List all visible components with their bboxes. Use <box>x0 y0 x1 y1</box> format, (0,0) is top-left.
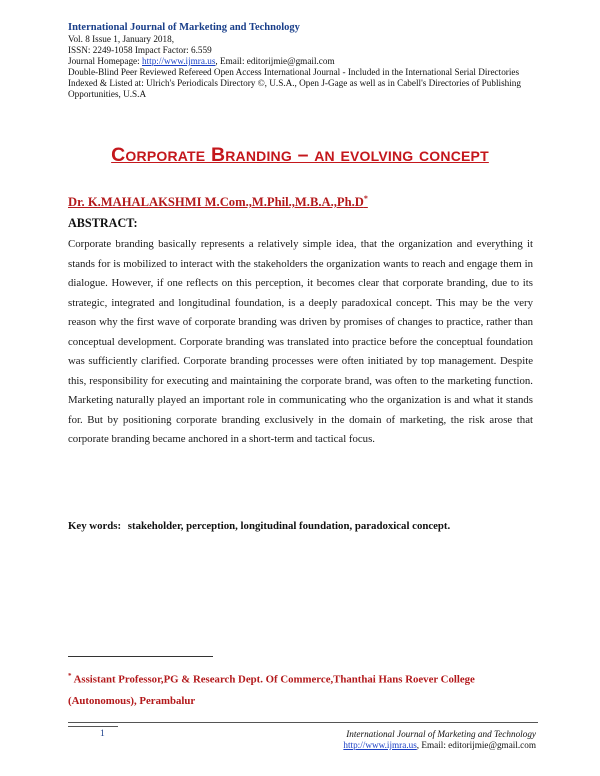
footer-divider <box>68 722 538 723</box>
footnote-divider <box>68 656 213 657</box>
author-footnote-marker: * <box>363 194 368 203</box>
page-number: 1 <box>100 729 105 739</box>
footer-journal-info <box>343 729 536 751</box>
footer-email: , Email: editorijmie@gmail.com <box>416 740 536 750</box>
footnote-text: Assistant Professor,PG & Research Dept. Of Commerce,Thanthai Hans Roever College (Autonomous), Perambalur <box>68 673 475 707</box>
paper-title: Corporate Branding – an evolving concept <box>111 144 489 166</box>
footnote-marker: * <box>68 672 72 680</box>
abstract-body: Corporate branding basically represents a relatively simple idea, that the organization and everything it stands for is mobilized to interact with the stakeholders the organization wants to reach and engage them in dialogue. However, if one reflects on this perception, it becomes clear that corporate branding, due to its strategic, integrated and longitudinal foundation, is a deeply paradoxical concept. This may be the very reason why the first wave of corporate branding was driven by promises of changes to practice, rather than conceptual development. Corporate branding was translated into practice before the conceptual foundation was sufficiently clarified. Corporate branding processes were often initiated by top management. Despite this, responsibility for executing and maintaining the corporate brand, was often to the marketing function. Marketing naturally played an important role in communicating who the organization is and what it stands for. But by positioning corporate branding exclusively in the domain of marketing, the risk arose that corporate branding became anchored in a short-term and tactical focus. <box>68 238 533 445</box>
keywords-value: stakeholder, perception, longitudinal foundation, paradoxical concept. <box>127 520 451 532</box>
volume-line: Vol. 8 Issue 1, January 2018, <box>68 34 174 44</box>
page-number-rule <box>68 726 118 727</box>
issn-line: ISSN: 2249-1058 Impact Factor: 6.559 <box>68 45 212 55</box>
homepage-label: Journal Homepage: <box>68 56 142 66</box>
author-name: Dr. K.MAHALAKSHMI M.Com.,M.Phil.,M.B.A.,Ph.D <box>68 195 364 210</box>
header-email: , Email: editorijmie@gmail.com <box>215 56 335 66</box>
journal-title: International Journal of Marketing and Technology <box>68 22 300 33</box>
footer-contact <box>343 740 536 751</box>
journal-header <box>68 21 538 100</box>
homepage-link[interactable]: http://www.ijmra.us <box>142 56 216 66</box>
indexing-statement: Double-Blind Peer Reviewed Refereed Open Access International Journal - Included in the International Serial Directories Indexed & Listed at: Ulrich's Periodicals Directory ©, U.S.A., Open J-Gage as well as in Cabell's Directories of Publishing Opportunities, U.S.A <box>68 67 521 99</box>
footer-url-link[interactable]: http://www.ijmra.us <box>343 740 417 750</box>
keywords-label: Key words: <box>68 520 122 532</box>
abstract-heading: ABSTRACT: <box>68 216 138 230</box>
footer-journal-name: International Journal of Marketing and Technology <box>346 729 536 739</box>
author-footnote <box>68 666 538 712</box>
keywords-line <box>68 520 450 532</box>
homepage-line <box>68 56 538 67</box>
author-line <box>68 194 368 210</box>
